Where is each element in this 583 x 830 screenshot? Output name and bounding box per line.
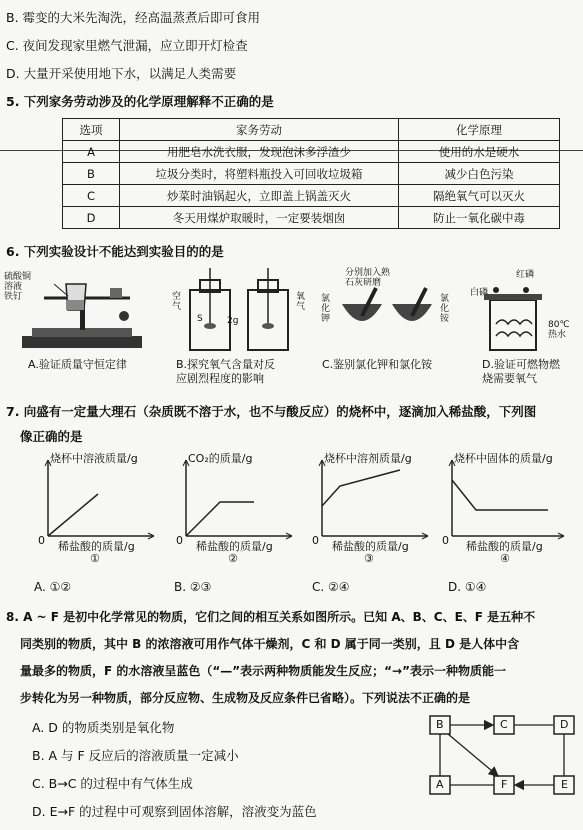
q7-option-d: D. ①④ (448, 580, 487, 594)
caption-d: D.验证可燃物燃 烧需要氧气 (482, 358, 560, 385)
q8-stem-3: 量最多的物质，F 的水溶液呈蓝色（“—”表示两种物质能发生反应；“→”表示一种物质能一 (20, 664, 506, 678)
q8-stem-1: 8. A ~ F 是初中化学常见的物质，它们之间的相互关系如图所示。已知 A、B、C、E、F 是五种不 (6, 610, 536, 624)
graph-2-origin: 0 (176, 534, 183, 547)
cell-chore: 冬天用煤炉取暖时，一定要装烟囱 (120, 207, 399, 229)
label-oxygen: 氧 气 (296, 292, 306, 312)
q8-option-c: C. B→C 的过程中有气体生成 (32, 776, 193, 791)
table-row (63, 163, 560, 185)
cell-option: A (63, 141, 120, 163)
q8-option-b: B. A 与 F 反应后的溶液质量一定减小 (32, 748, 239, 763)
label-hot-water: 80℃ 热水 (548, 320, 570, 340)
graph-3-xlabel: 稀盐酸的质量/g (332, 540, 409, 553)
label-kcl: 氯 化 钾 (321, 294, 331, 324)
oxygen-bottles-figure (170, 268, 310, 356)
caption-c: C.鉴别氯化钾和氯化铵 (322, 358, 433, 371)
label-air: 空 气 (172, 292, 182, 312)
cell-chore: 用肥皂水洗衣服，发现泡沫多浮渣少 (120, 141, 399, 163)
graph-2-curve (186, 502, 254, 536)
graph-1-origin: 0 (38, 534, 45, 547)
graph-2-number: ② (228, 552, 238, 565)
label-white-phosphorus: 白磷 (470, 288, 489, 298)
q8-option-d: D. E→F 的过程中可观察到固体溶解，溶液变为蓝色 (32, 804, 317, 819)
cell-option: D (63, 207, 120, 229)
table-row (63, 185, 560, 207)
node-f: F (501, 778, 508, 791)
q8-stem-4: 步转化为另一种物质，部分反应物、生成物及反应条件已省略）。下列说法不正确的是 (20, 691, 471, 705)
header-principle: 化学原理 (399, 119, 560, 141)
label-sulfur: S (197, 314, 203, 324)
q6-stem: 6. 下列实验设计不能达到实验目的的是 (6, 244, 224, 259)
graph-1 (32, 452, 160, 564)
q5-table (62, 118, 560, 229)
graph-3-origin: 0 (312, 534, 319, 547)
cell-principle: 减少白色污染 (399, 163, 560, 185)
label-solution: 硫酸铜 溶液 铁钉 (4, 272, 32, 302)
q5-stem: 5. 下列家务劳动涉及的化学原理解释不正确的是 (6, 94, 274, 109)
balance-apparatus-figure (14, 270, 154, 352)
q4-option-c: C. 夜间发现家里燃气泄漏，应立即开灯检查 (6, 38, 248, 53)
table-row (63, 207, 560, 229)
graph-2-xlabel: 稀盐酸的质量/g (196, 540, 273, 553)
q8-option-a: A. D 的物质类别是氧化物 (32, 720, 175, 735)
caption-b: B.探究氧气含量对反 应剧烈程度的影响 (176, 358, 276, 385)
graph-3 (306, 452, 434, 564)
cell-principle: 防止一氧化碳中毒 (399, 207, 560, 229)
graph-2 (170, 452, 298, 564)
graph-1-xlabel: 稀盐酸的质量/g (58, 540, 135, 553)
table-header-row (63, 119, 560, 141)
mortar-figure (338, 286, 438, 348)
q8-stem-2: 同类别的物质，其中 B 的浓溶液可用作气体干燥剂，C 和 D 属于同一类别，且 D 是人体中含 (20, 637, 520, 651)
graph-4-ylabel: 烧杯中固体的质量/g (454, 452, 553, 465)
graph-4-number: ④ (500, 552, 510, 565)
node-b: B (436, 718, 444, 731)
cell-principle: 隔绝氧气可以灭火 (399, 185, 560, 207)
q7-option-c: C. ②④ (312, 580, 350, 594)
cell-principle: 使用的水是硬水 (399, 141, 560, 163)
q7-option-a: A. ①② (34, 580, 72, 594)
q7-stem: 7. 向盛有一定量大理石（杂质既不溶于水，也不与酸反应）的烧杯中，逐滴加入稀盐酸，下列图 (6, 404, 537, 419)
cell-chore: 垃圾分类时，将塑料瓶投入可回收垃圾箱 (120, 163, 399, 185)
q4-option-d: D. 大量开采使用地下水，以满足人类需要 (6, 66, 237, 81)
header-option: 选项 (63, 119, 120, 141)
header-chore: 家务劳动 (120, 119, 399, 141)
q4-option-b: B. 霉变的大米先淘洗，经高温蒸煮后即可食用 (6, 10, 261, 25)
label-nh4cl: 氯 化 铵 (440, 294, 450, 324)
label-grind: 分别加入熟 石灰研磨 (345, 268, 391, 288)
cell-chore: 炒菜时油锅起火，立即盖上锅盖灭火 (120, 185, 399, 207)
beaker-figure (480, 280, 550, 352)
label-mass: 2g (227, 316, 239, 326)
cell-option: B (63, 163, 120, 185)
graph-1-number: ① (90, 552, 100, 565)
graph-4 (436, 452, 576, 564)
graph-4-curve (452, 480, 548, 510)
graph-2-ylabel: CO₂的质量/g (188, 452, 253, 465)
graph-3-number: ③ (364, 552, 374, 565)
node-d: D (560, 718, 569, 731)
label-red-phosphorus: 红磷 (516, 270, 535, 280)
caption-a: A.验证质量守恒定律 (28, 358, 127, 371)
node-c: C (500, 718, 508, 731)
q7-option-b: B. ②③ (174, 580, 212, 594)
graph-3-ylabel: 烧杯中溶剂质量/g (324, 452, 412, 465)
cell-option: C (63, 185, 120, 207)
graph-1-curve (48, 494, 98, 536)
table-row (63, 141, 560, 163)
node-e: E (561, 778, 568, 791)
graph-4-origin: 0 (442, 534, 449, 547)
graph-4-xlabel: 稀盐酸的质量/g (466, 540, 543, 553)
q7-stem-2: 像正确的是 (20, 429, 83, 444)
graph-1-ylabel: 烧杯中溶液质量/g (50, 452, 138, 465)
graph-3-curve (322, 470, 400, 506)
node-a: A (436, 778, 444, 791)
